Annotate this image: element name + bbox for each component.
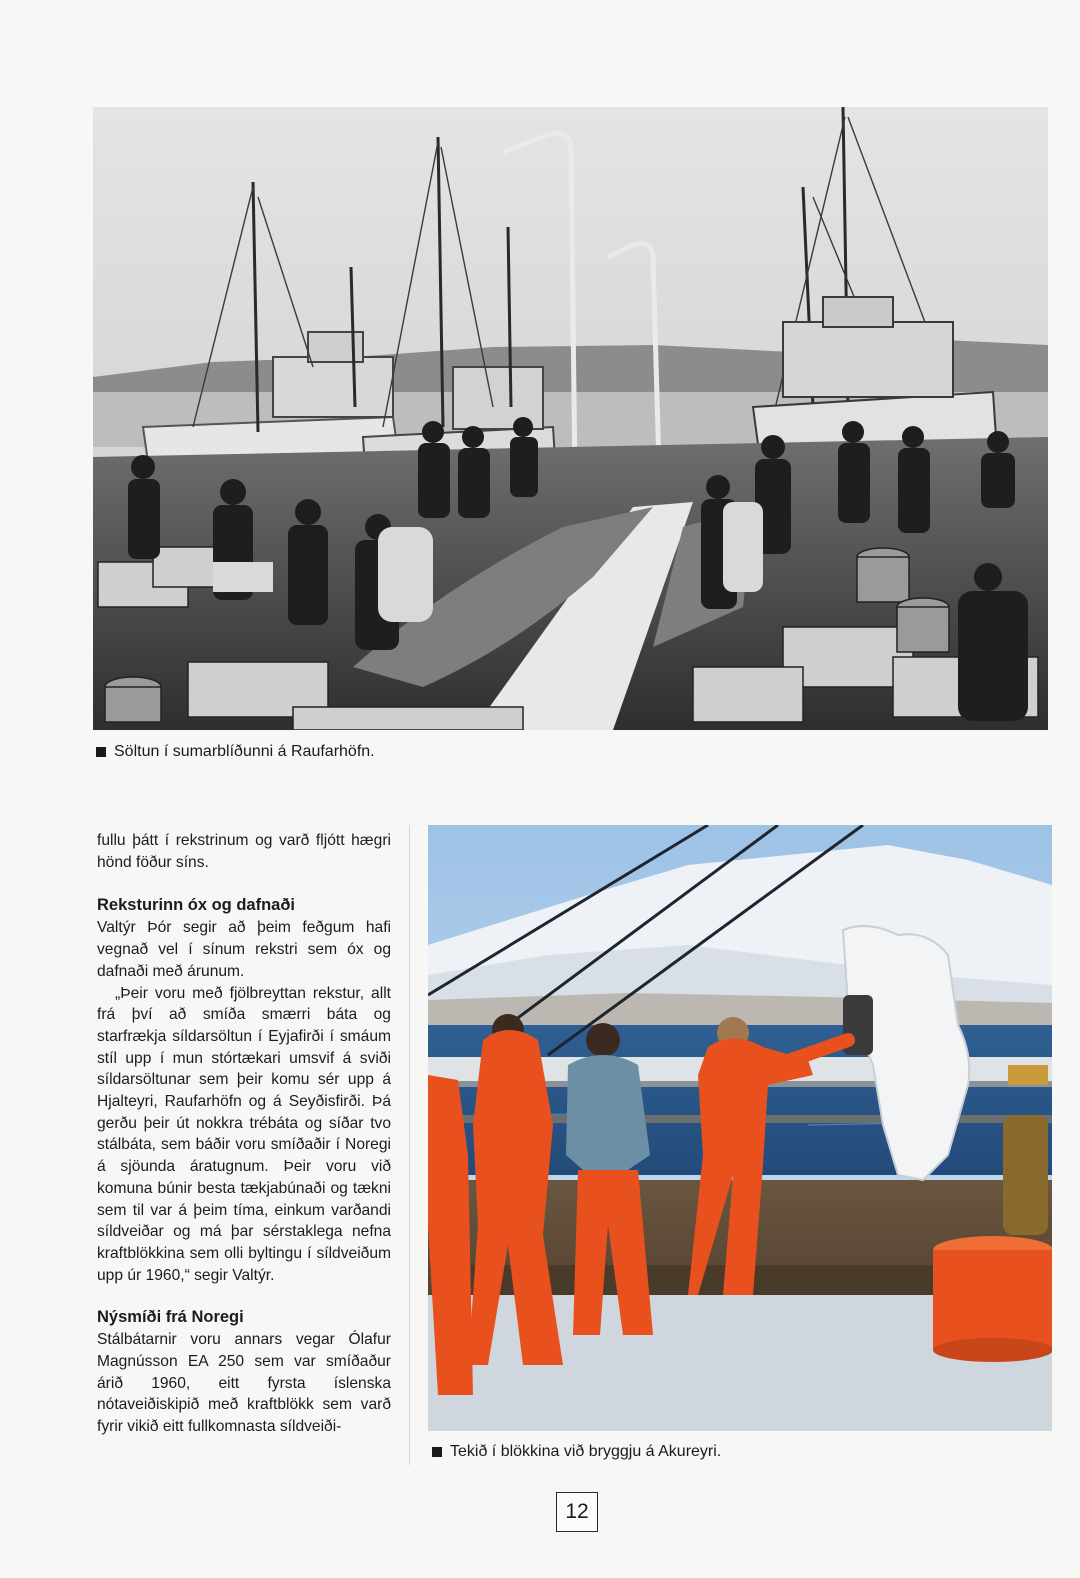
caption-bullet-icon	[432, 1447, 442, 1457]
top-caption-text: Söltun í sumarblíðunni á Raufarhöfn.	[114, 743, 375, 760]
bottom-photo-caption	[432, 1443, 721, 1461]
icy-deck-crew-illustration	[428, 825, 1052, 1431]
article-intro: fullu þátt í rekstrinum og varð fljótt hægri hönd föður síns.	[97, 832, 391, 871]
article-column	[97, 830, 391, 1438]
herring-salting-illustration	[93, 107, 1048, 730]
icy-deck-crew-photo	[428, 825, 1052, 1431]
column-divider	[409, 825, 410, 1465]
section1-paragraph-1: Valtýr Þór segir að þeim feðgum hafi vegnað vel í sínum rekstri sem óx og dafnaði með árunum.	[97, 919, 391, 980]
section1-paragraph-2: „Þeir voru með fjölbreyttan rekstur, allt frá því að smíða smærri báta og starfrækja síldarsöltun í Eyjafirði í smáum stíl upp í mun stórtækari umsvif á sviði síldarsöltunar sem þeir komu sér upp á Hjalteyri, Raufarhöfn og á Seyðisfirði. Þá gerðu þeir út nokkra trébáta og síðar tvo stálbáta, sem báðir voru smíðaðir í Noregi á sjöunda áratugnum. Þeir voru við komuna búnir besta tækjabúnaði og tækni sem til var á þeim tíma, einkum varðandi síldveiðar og má þar sérstaklega nefna kraftblökkina sem olli byltingu í síldveiðum upp úr 1960,“ segir Valtýr.	[97, 984, 391, 1284]
section-heading-reksturinn: Reksturinn óx og dafnaði	[97, 896, 296, 915]
bottom-caption-text: Tekið í blökkina við bryggju á Akureyri.	[450, 1443, 722, 1460]
caption-bullet-icon	[96, 747, 106, 757]
section2-paragraph-1: Stálbátarnir voru annars vegar Ólafur Magnússon EA 250 sem var smíðaður árið 1960, eitt fyrsta íslenska nótaveiðiskipið með kraftblökk sem varð fyrir vikið eitt fullkomnasta síldveiði-	[97, 1331, 391, 1436]
herring-salting-photo	[93, 107, 1048, 730]
top-photo-caption	[96, 743, 375, 761]
section-heading-nysmidi: Nýsmíði frá Noregi	[97, 1308, 244, 1327]
page-number: 12	[556, 1492, 598, 1532]
